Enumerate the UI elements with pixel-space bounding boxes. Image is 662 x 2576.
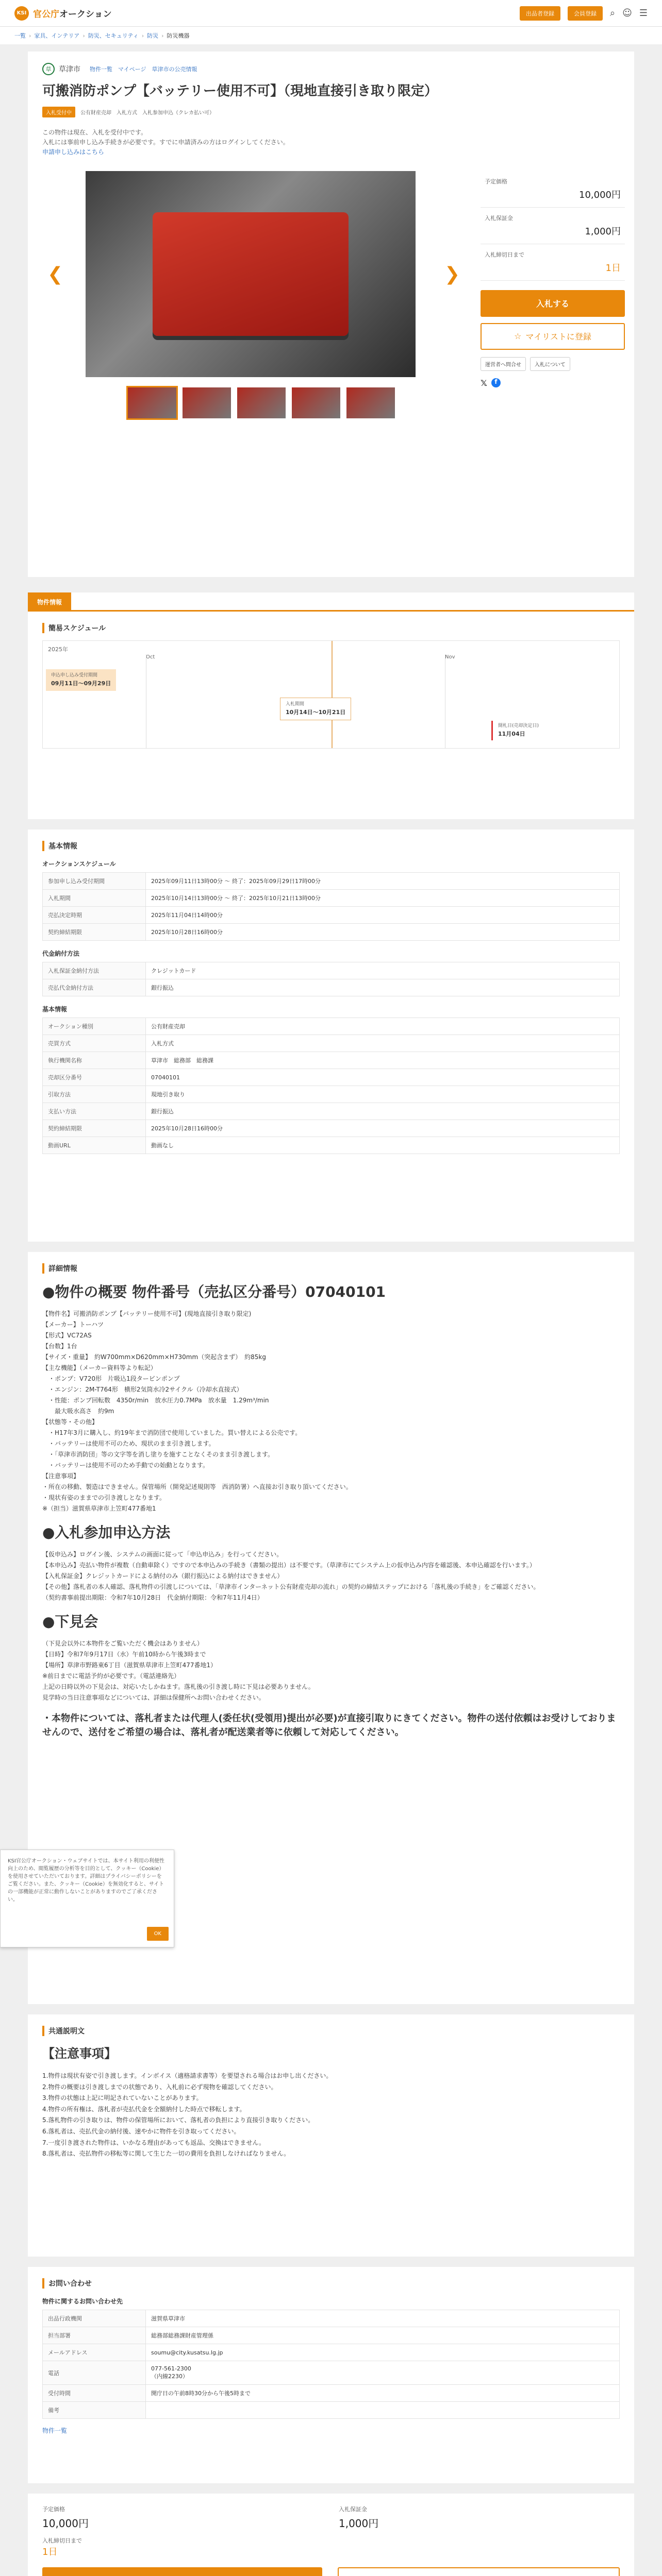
- deadline-label: 入札締切日まで: [485, 251, 524, 258]
- planned-price-bottom: 10,000円: [42, 2517, 89, 2530]
- table-row: [43, 924, 620, 941]
- detail-title: 詳細情報: [42, 1263, 620, 1274]
- table-row: [43, 2402, 620, 2419]
- logo-prefix: 官公庁: [33, 9, 59, 20]
- star-icon: ☆: [514, 331, 522, 342]
- table-row: [43, 1052, 620, 1069]
- row-value: 2025年10月28日16時00分: [146, 924, 620, 941]
- table-row: [43, 1137, 620, 1154]
- row-label: 電話: [43, 2361, 146, 2385]
- preview-heading: ●下見会: [42, 1613, 98, 1630]
- row-value: クレジットカード: [146, 962, 620, 979]
- row-value: 動画なし: [146, 1137, 620, 1154]
- contact-sub: 物件に関するお問い合わせ先: [42, 2298, 123, 2305]
- contact-table: [42, 2310, 620, 2419]
- breadcrumb-item[interactable]: 家具、インテリア: [34, 32, 80, 39]
- row-value: 総務部総務課財産管理係: [146, 2327, 620, 2344]
- row-value: 現地引き取り: [146, 1086, 620, 1103]
- table-row: [43, 873, 620, 890]
- apply-method-text: 【仮申込み】ログイン後、システムの画面に従って「申込申込み」を行ってください。 【本申込み】売払い物件が複数（自動車除く）ですので本申込みの手続き（書類の提出）は不要です。（草津市にてシステム上の仮申込み内容を確認後、本申込確認を行います。） 【入札保証金】クレジットカードによる納付のみ（銀行振込による納付はできません） 【その他】落札者の本人確認、落札物件の引渡しについては、「草津市インターネット公有財産売却の流れ」の契約の締結ステップにおける「落札後の手続き」をご確認ください。 （契約書事前提出期限：令和7年10月28日 代金納付期限：令和7年11月4日）: [42, 1551, 540, 1601]
- row-label: 売買方式: [43, 1035, 146, 1052]
- user-icon[interactable]: ☺: [622, 8, 632, 19]
- group-schedule: オークションスケジュール: [42, 860, 116, 868]
- row-value: 銀行振込: [146, 979, 620, 996]
- item-card: [28, 52, 634, 577]
- common-title: 共通説明文: [42, 2026, 620, 2036]
- site-logo[interactable]: [14, 6, 112, 21]
- apply-method-heading: ●入札参加申込方法: [42, 1524, 171, 1541]
- bid-button-bottom[interactable]: [42, 2567, 322, 2576]
- common-card: [28, 2014, 634, 2257]
- deposit: 1,000円: [585, 226, 621, 237]
- row-label: 担当部署: [43, 2327, 146, 2344]
- x-share-icon[interactable]: 𝕏: [481, 378, 487, 388]
- event-apply: 申込申し込み受付期間 09月11日～09月29日: [46, 669, 116, 691]
- status-badge: 入札受付中: [42, 107, 75, 117]
- common-text: 1.物件は現状有姿で引き渡します。インボイス（適格請求書等）を要望される場合はお申し出ください。 2.物件の概要は引き渡しまでの状態であり、入札前に必ず現物を確認してください。 3.物件の状態は上記に明記されていないことがあります。 4.物件の所有権は、落札者が売払代金を全額納付した時点で移転します。 5.落札物件の引き取りは、物件の保管場所において、落札者の負担により直接引き取りください。 6.落札者は、売払代金の納付後、速やかに物件を引き取ってください。 7.一度引き渡された物件は、いかなる理由があっても返品、交換はできません。 8.落札者は、売払物件の移転等に関して生じた一切の費用を負担しなければなりません。: [42, 2072, 333, 2158]
- detail-text: 【物件名】可搬消防ポンプ【バッテリー使用不可】(現地直接引き取り限定) 【メーカー】トーハツ 【形式】VC72AS 【台数】1台 【サイズ・重量】 約W700mm×D620mm×H730mm（突起含まず） 約85kg 【主な機能】（メーカー資料等より転記） ・ポンプ：V720形 片吸込1段タービンポンプ ・エンジン：2M-T764形 横形2気筒水冷2サイクル（冷却水直接式） ・性能：ポンプ回転数 4350r/min 放水圧力0.7MPa 放水量 1.29m³/min 最大吸水高さ 約9m 【状態等・その他】 ・H17年3月に購入し、約19年まで消防団で使用していました。買い替えによる公売です。 ・バッテリーは使用不可のため、現状のまま引き渡します。 ・「草津市消防団」等の文字等を消し塗りを施すことなくそのまま引き渡します。 ・バッテリーは使用不可のため手動での始動となります。 【注意事項】 ・所在の移動、製造はできません。保管場所（開発記述規則等 西消防署）へ直接お引き取り頂いてください。 ・現状有姿のままでの引き渡しとなります。 ※（担当）滋賀県草津市上笠町477番地1: [42, 1310, 352, 1512]
- contact-title: お問い合わせ: [42, 2278, 620, 2289]
- table-row: [43, 2361, 620, 2385]
- row-value: soumu@city.kusatsu.lg.jp: [146, 2344, 620, 2361]
- row-value: 2025年11月04日14時00分: [146, 907, 620, 924]
- thumbnail[interactable]: [183, 387, 231, 418]
- seller-register-button[interactable]: 出品者登録: [520, 6, 560, 21]
- row-value: 2025年10月14日13時00分 ～ 終了：2025年10月21日13時00分: [146, 890, 620, 907]
- table-row: [43, 2310, 620, 2327]
- bid-notice: この物件は現在、入札を受付中です。 入札には事前申し込み手続きが必要です。すでに申請済みの方はログインしてください。 申請申し込みはこちら: [42, 129, 289, 156]
- table-row: [43, 1086, 620, 1103]
- main-product-image[interactable]: [86, 171, 416, 377]
- row-label: 参加申し込み受付期間: [43, 873, 146, 890]
- schedule-year: 2025年: [48, 646, 68, 653]
- schedule-timeline: [42, 640, 620, 749]
- row-label: 売払決定時期: [43, 907, 146, 924]
- row-label: 備考: [43, 2402, 146, 2419]
- logo-mark: KSI: [14, 6, 29, 21]
- cookie-text: KSI官公庁オークション・ウェブサイトでは、本サイト利用の利便性向上のため、閲覧履歴の分析等を目的として、クッキー（Cookie）を使用させていただいております。詳細はプライバシーポリシーをご覧ください。また、クッキー（Cookie）を無効化すると、サイトの一部機能が正常に動作しないことがありますのでご了承ください。: [8, 1858, 164, 1903]
- pickup-notice: ・本物件については、落札者または代理人(委任状(受領用)提出が必要)が直接引取りにきてください。物件の送付依頼はお受けしておりませんので、送付をご希望の場合は、落札者が配送業者等に依頼して対応してください。: [42, 1713, 616, 1738]
- table-row: [43, 979, 620, 996]
- common-heading: 【注意事項】: [42, 2046, 117, 2061]
- row-value: 開庁日の午前8時30分から午後5時まで: [146, 2385, 620, 2402]
- prev-image-arrow-icon[interactable]: ❮: [47, 263, 63, 285]
- planned-price-label: 予定価格: [485, 178, 507, 185]
- city-seal-icon: 草: [42, 63, 55, 75]
- row-label: 入札保証金納付方法: [43, 962, 146, 979]
- event-decision: 開札日(売却決定日) 11月04日: [491, 721, 544, 740]
- mylist-button-bottom[interactable]: [338, 2567, 620, 2576]
- days-left-bottom: 1日: [42, 2547, 58, 2557]
- breadcrumb: 一覧 › 家具、インテリア › 防災、セキュリティ › 防災 › 防災機器: [0, 27, 662, 44]
- table-row: [43, 2344, 620, 2361]
- table-row: [43, 2385, 620, 2402]
- thumbnail[interactable]: [128, 387, 176, 418]
- mylist-button[interactable]: ☆ マイリストに登録: [481, 323, 625, 350]
- member-register-button[interactable]: 会員登録: [568, 6, 603, 21]
- row-value: 2025年10月28日16時00分: [146, 1120, 620, 1137]
- tag-type: 公有財産売却: [80, 110, 111, 116]
- menu-icon[interactable]: ☰: [639, 8, 648, 19]
- breadcrumb-item[interactable]: 防災: [147, 32, 159, 39]
- table-row: [43, 2327, 620, 2344]
- bottom-bid-card: 予定価格 10,000円 入札保証金 1,000円 入札締切日まで 1日: [28, 2494, 634, 2576]
- row-label: 支払い方法: [43, 1103, 146, 1120]
- month-label: Nov: [445, 654, 455, 660]
- payment-table: [42, 962, 620, 996]
- event-bidding: 入札期間 10月14日～10月21日: [280, 698, 351, 720]
- facebook-share-icon[interactable]: f: [491, 378, 501, 387]
- logo-suffix: オークション: [59, 9, 112, 20]
- cookie-ok-button[interactable]: OK: [147, 1927, 169, 1941]
- table-row: [43, 1018, 620, 1035]
- basic-table: [42, 1018, 620, 1154]
- row-value: 銀行振込: [146, 1103, 620, 1120]
- table-row: [43, 907, 620, 924]
- row-label: 契約締結期限: [43, 1120, 146, 1137]
- days-left: 1日: [605, 262, 621, 274]
- schedule-card: [28, 592, 634, 819]
- row-label: 売却区分番号: [43, 1069, 146, 1086]
- table-row: [43, 890, 620, 907]
- today-marker: [332, 641, 333, 748]
- schedule-title: 簡易スケジュール: [42, 623, 620, 633]
- detail-heading: ●物件の概要 物件番号（売払区分番号）07040101: [42, 1283, 386, 1300]
- basic-info-title: 基本情報: [42, 841, 620, 851]
- seller-name[interactable]: 草津市: [59, 65, 80, 74]
- row-value: 077-561-2300 （内線2230）: [146, 2361, 620, 2385]
- row-value: 草津市 総務部 総務課: [146, 1052, 620, 1069]
- planned-price: 10,000円: [579, 189, 621, 200]
- row-value: [146, 2402, 620, 2419]
- table-row: [43, 962, 620, 979]
- table-row: [43, 1120, 620, 1137]
- breadcrumb-item[interactable]: 防災、セキュリティ: [88, 32, 139, 39]
- deposit-bottom: 1,000円: [339, 2517, 379, 2530]
- table-row: [43, 1069, 620, 1086]
- row-label: メールアドレス: [43, 2344, 146, 2361]
- cookie-banner: [0, 1850, 174, 1947]
- basic-info-card: [28, 829, 634, 1242]
- bid-sidebar: [481, 171, 625, 388]
- schedule-table: [42, 872, 620, 941]
- row-value: 2025年09月11日13時00分 ～ 終了：2025年09月29日17時00分: [146, 873, 620, 890]
- group-basic: 基本情報: [42, 1006, 68, 1013]
- row-label: 執行機関名称: [43, 1052, 146, 1069]
- row-value: 公有財産売却: [146, 1018, 620, 1035]
- preview-text: （下見会以外に本物件をご覧いただく機会はありません） 【日時】令和7年9月17日（水）午前10時から午後3時まで 【場所】草津市野路東6丁目（滋賀県草津市上笠町477番地1） ※前日までに電話予約が必要です。（電話連絡先） 上記の日時以外の下見会は、対応いたしかねます。落札後の引き渡し時に下見は必要ありません。 見学時の当日注意事項などについては、詳細は保健所へお問い合わせください。: [42, 1640, 315, 1701]
- row-label: 入札期間: [43, 890, 146, 907]
- row-value: 入札方式: [146, 1035, 620, 1052]
- search-icon[interactable]: ⌕: [610, 8, 616, 19]
- breadcrumb-item[interactable]: 一覧: [14, 32, 26, 39]
- bid-button[interactable]: 入札する: [481, 290, 625, 317]
- apply-link[interactable]: 申請申し込みはこちら: [42, 148, 105, 156]
- group-payment: 代金納付方法: [42, 950, 80, 957]
- next-image-arrow-icon[interactable]: ❯: [444, 263, 460, 285]
- row-value: 07040101: [146, 1069, 620, 1086]
- row-label: 契約締結期限: [43, 924, 146, 941]
- row-label: 引取方法: [43, 1086, 146, 1103]
- deposit-label: 入札保証金: [485, 214, 513, 222]
- tag-method: 入札方式: [117, 110, 137, 116]
- month-label: Oct: [146, 654, 155, 660]
- tag-payment: 入札参加申込（クレカ払い可）: [142, 110, 214, 116]
- bid-help-button[interactable]: 入札について: [530, 357, 570, 371]
- row-label: 売払代金納付方法: [43, 979, 146, 996]
- breadcrumb-current: 防災機器: [167, 32, 190, 39]
- seller-links[interactable]: 物件一覧 マイページ 草津市の公売情報: [90, 66, 197, 73]
- thumbnail[interactable]: [237, 387, 286, 418]
- tab-item-info[interactable]: 物件情報: [28, 592, 71, 612]
- row-label: 受付時間: [43, 2385, 146, 2402]
- site-header: [0, 0, 662, 27]
- row-label: オークション種別: [43, 1018, 146, 1035]
- contact-card: [28, 2267, 634, 2483]
- row-label: 動画URL: [43, 1137, 146, 1154]
- table-row: [43, 1103, 620, 1120]
- page-title: 可搬消防ポンプ【バッテリー使用不可】（現地直接引き取り限定）: [42, 83, 438, 99]
- item-list-link[interactable]: 物件一覧: [42, 2427, 68, 2434]
- table-row: [43, 1035, 620, 1052]
- thumbnail[interactable]: [346, 387, 395, 418]
- pump-image: [153, 212, 349, 336]
- row-value: 滋賀県草津市: [146, 2310, 620, 2327]
- contact-operator-button[interactable]: 運営者へ問合せ: [481, 357, 526, 371]
- row-label: 出品行政機関: [43, 2310, 146, 2327]
- thumbnail[interactable]: [292, 387, 340, 418]
